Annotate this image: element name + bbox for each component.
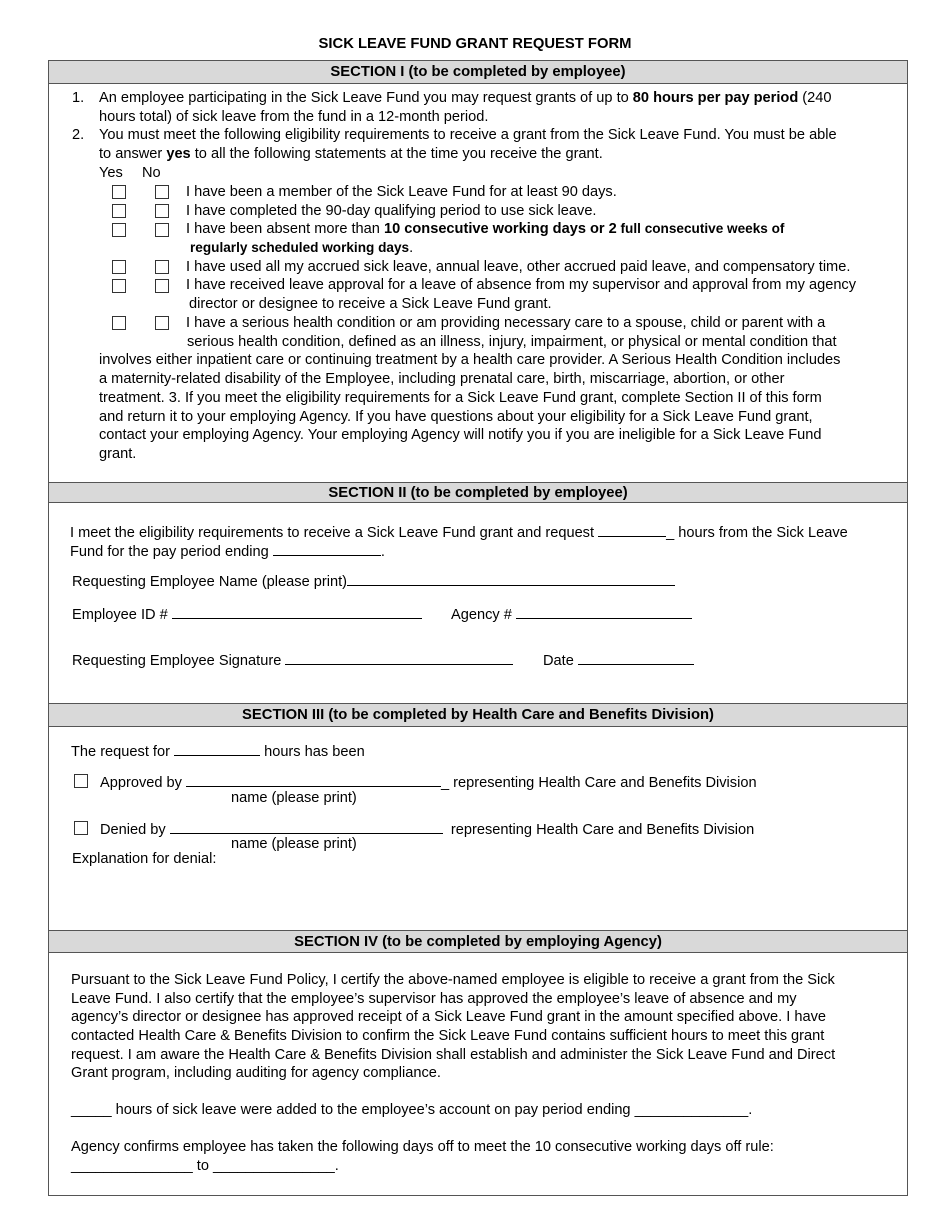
signature-row: Requesting Employee Signature (72, 650, 513, 671)
statement-6-no-checkbox[interactable] (155, 316, 169, 330)
days-off-confirmation: Agency confirms employee has taken the following days off to meet the 10 consecutive working days off rule: (71, 1139, 774, 1155)
statement-6-line-3: involves either inpatient care or continuing treatment by a health care provider. A Serious Health Condition includes (99, 352, 841, 368)
hours-added-line: _____ hours of sick leave were added to the employee’s account on pay period ending ______________. (71, 1102, 753, 1118)
requested-hours-field[interactable] (598, 522, 666, 537)
days-off-from-field[interactable]: _______________ (71, 1158, 193, 1174)
statement-4-yes-checkbox[interactable] (112, 260, 126, 274)
yes-column-label: Yes (99, 165, 123, 181)
certification-line-6: Grant program, including auditing for agency compliance. (71, 1065, 441, 1081)
statement-1-no-checkbox[interactable] (155, 185, 169, 199)
statement-5-cont: director or designee to receive a Sick Leave Fund grant. (189, 296, 552, 312)
statement-6-line-4: a maternity-related disability of the Employee, including prenatal care, birth, miscarriage, abortion, or other (99, 371, 785, 387)
section-2-header: SECTION II (to be completed by employee) (48, 482, 908, 503)
days-off-range: _______________ to _______________. (71, 1158, 339, 1174)
statement-3: I have been absent more than 10 consecutive working days or 2 full consecutive weeks of (186, 221, 785, 237)
statement-6-line-5: treatment. 3. If you meet the eligibility requirements for a Sick Leave Fund grant, complete Section II of this form (99, 390, 822, 406)
section-3-header: SECTION III (to be completed by Health Care and Benefits Division) (48, 703, 908, 727)
pay-period-end-field[interactable]: _________ (634, 1102, 708, 1118)
certification-line-5: request. I am aware the Health Care & Benefits Division shall establish and administer the Sick Leave Fund and Direct (71, 1047, 836, 1063)
denied-by-name-field[interactable] (170, 819, 443, 834)
item-2-text: You must meet the following eligibility requirements to receive a grant from the Sick Leave Fund. You must be able (99, 127, 837, 143)
form-title: SICK LEAVE FUND GRANT REQUEST FORM (318, 36, 632, 52)
statement-6: I have a serious health condition or am providing necessary care to a spouse, child or parent with a (186, 315, 826, 331)
item-1-text-cont: hours total) of sick leave from the fund in a 12-month period. (99, 109, 489, 125)
statement-3-cont: regularly scheduled working days. (190, 240, 414, 256)
denial-explanation-label: Explanation for denial: (72, 851, 217, 867)
approved-checkbox[interactable] (74, 774, 88, 788)
pay-period-line: Fund for the pay period ending . (70, 541, 385, 562)
statement-6-line-6: and return it to your employing Agency. If you have questions about your eligibility for a Sick Leave Fund grant, (99, 409, 813, 425)
employee-id-field[interactable] (172, 604, 422, 619)
certification-line-3: agency’s director or designee has approved receipt of a Sick Leave Fund grant in the amount specified above. I have (71, 1009, 827, 1025)
statement-5-yes-checkbox[interactable] (112, 279, 126, 293)
pay-period-ending-field[interactable] (273, 541, 381, 556)
agency-number-row: Agency # (451, 604, 692, 625)
statement-6-line-2: serious health condition, defined as an illness, injury, impairment, or physical or mental condition that (187, 334, 837, 350)
statement-6-line-8: grant. (99, 446, 137, 462)
statement-2-no-checkbox[interactable] (155, 204, 169, 218)
section-1-header: SECTION I (to be completed by employee) (48, 60, 908, 84)
certification-line-2: Leave Fund. I also certify that the employee’s supervisor has approved the employee’s leave of absence and my (71, 991, 797, 1007)
statement-1: I have been a member of the Sick Leave Fund for at least 90 days. (186, 184, 617, 200)
certification-line-1: Pursuant to the Sick Leave Fund Policy, I certify the above-named employee is eligible to receive a grant from the Sick (71, 972, 835, 988)
request-hours-field[interactable] (174, 741, 260, 756)
employee-name-row: Requesting Employee Name (please print) (72, 571, 675, 592)
statement-6-line-7: contact your employing Agency. Your employing Agency will notify you if you are ineligible for a Sick Leave Fund (99, 427, 822, 443)
date-row: Date (543, 650, 694, 671)
denied-name-hint: name (please print) (231, 836, 357, 852)
item-1-number: 1. (72, 90, 85, 106)
approved-by-name-field[interactable] (186, 772, 441, 787)
statement-2: I have completed the 90-day qualifying period to use sick leave. (186, 203, 597, 219)
employee-name-field[interactable] (347, 571, 675, 586)
statement-5: I have received leave approval for a leave of absence from my supervisor and approval from my agency (186, 277, 857, 293)
no-column-label: No (142, 165, 161, 181)
item-2-text-cont: to answer yes to all the following statements at the time you receive the grant. (99, 146, 603, 162)
statement-3-no-checkbox[interactable] (155, 223, 169, 237)
request-hours-line: I meet the eligibility requirements to receive a Sick Leave Fund grant and request _ hours from the Sick Leave (70, 522, 848, 543)
denied-checkbox[interactable] (74, 821, 88, 835)
statement-4-no-checkbox[interactable] (155, 260, 169, 274)
employee-signature-field[interactable] (285, 650, 513, 665)
statement-4: I have used all my accrued sick leave, annual leave, other accrued paid leave, and compensatory time. (186, 259, 851, 275)
certification-line-4: contacted Health Care & Benefits Division to confirm the Sick Leave Fund contains sufficient hours to meet this grant (71, 1028, 825, 1044)
statement-2-yes-checkbox[interactable] (112, 204, 126, 218)
form-bottom-border (48, 1195, 908, 1196)
section-4-header: SECTION IV (to be completed by employing Agency) (48, 930, 908, 953)
approved-name-hint: name (please print) (231, 790, 357, 806)
statement-1-yes-checkbox[interactable] (112, 185, 126, 199)
agency-number-field[interactable] (516, 604, 692, 619)
hours-added-field[interactable]: _____ (71, 1102, 112, 1118)
item-1-text: An employee participating in the Sick Leave Fund you may request grants of up to 80 hours per pay period (240 (99, 90, 832, 106)
statement-5-no-checkbox[interactable] (155, 279, 169, 293)
statement-3-yes-checkbox[interactable] (112, 223, 126, 237)
item-2-number: 2. (72, 127, 85, 143)
days-off-to-field[interactable]: _______________ (213, 1158, 335, 1174)
statement-6-yes-checkbox[interactable] (112, 316, 126, 330)
date-field[interactable] (578, 650, 694, 665)
approved-row: Approved by _ representing Health Care and Benefits Division (100, 772, 757, 793)
employee-id-row: Employee ID # (72, 604, 422, 625)
request-status-line: The request for hours has been (71, 741, 365, 762)
denied-row: Denied by representing Health Care and Benefits Division (100, 819, 754, 840)
